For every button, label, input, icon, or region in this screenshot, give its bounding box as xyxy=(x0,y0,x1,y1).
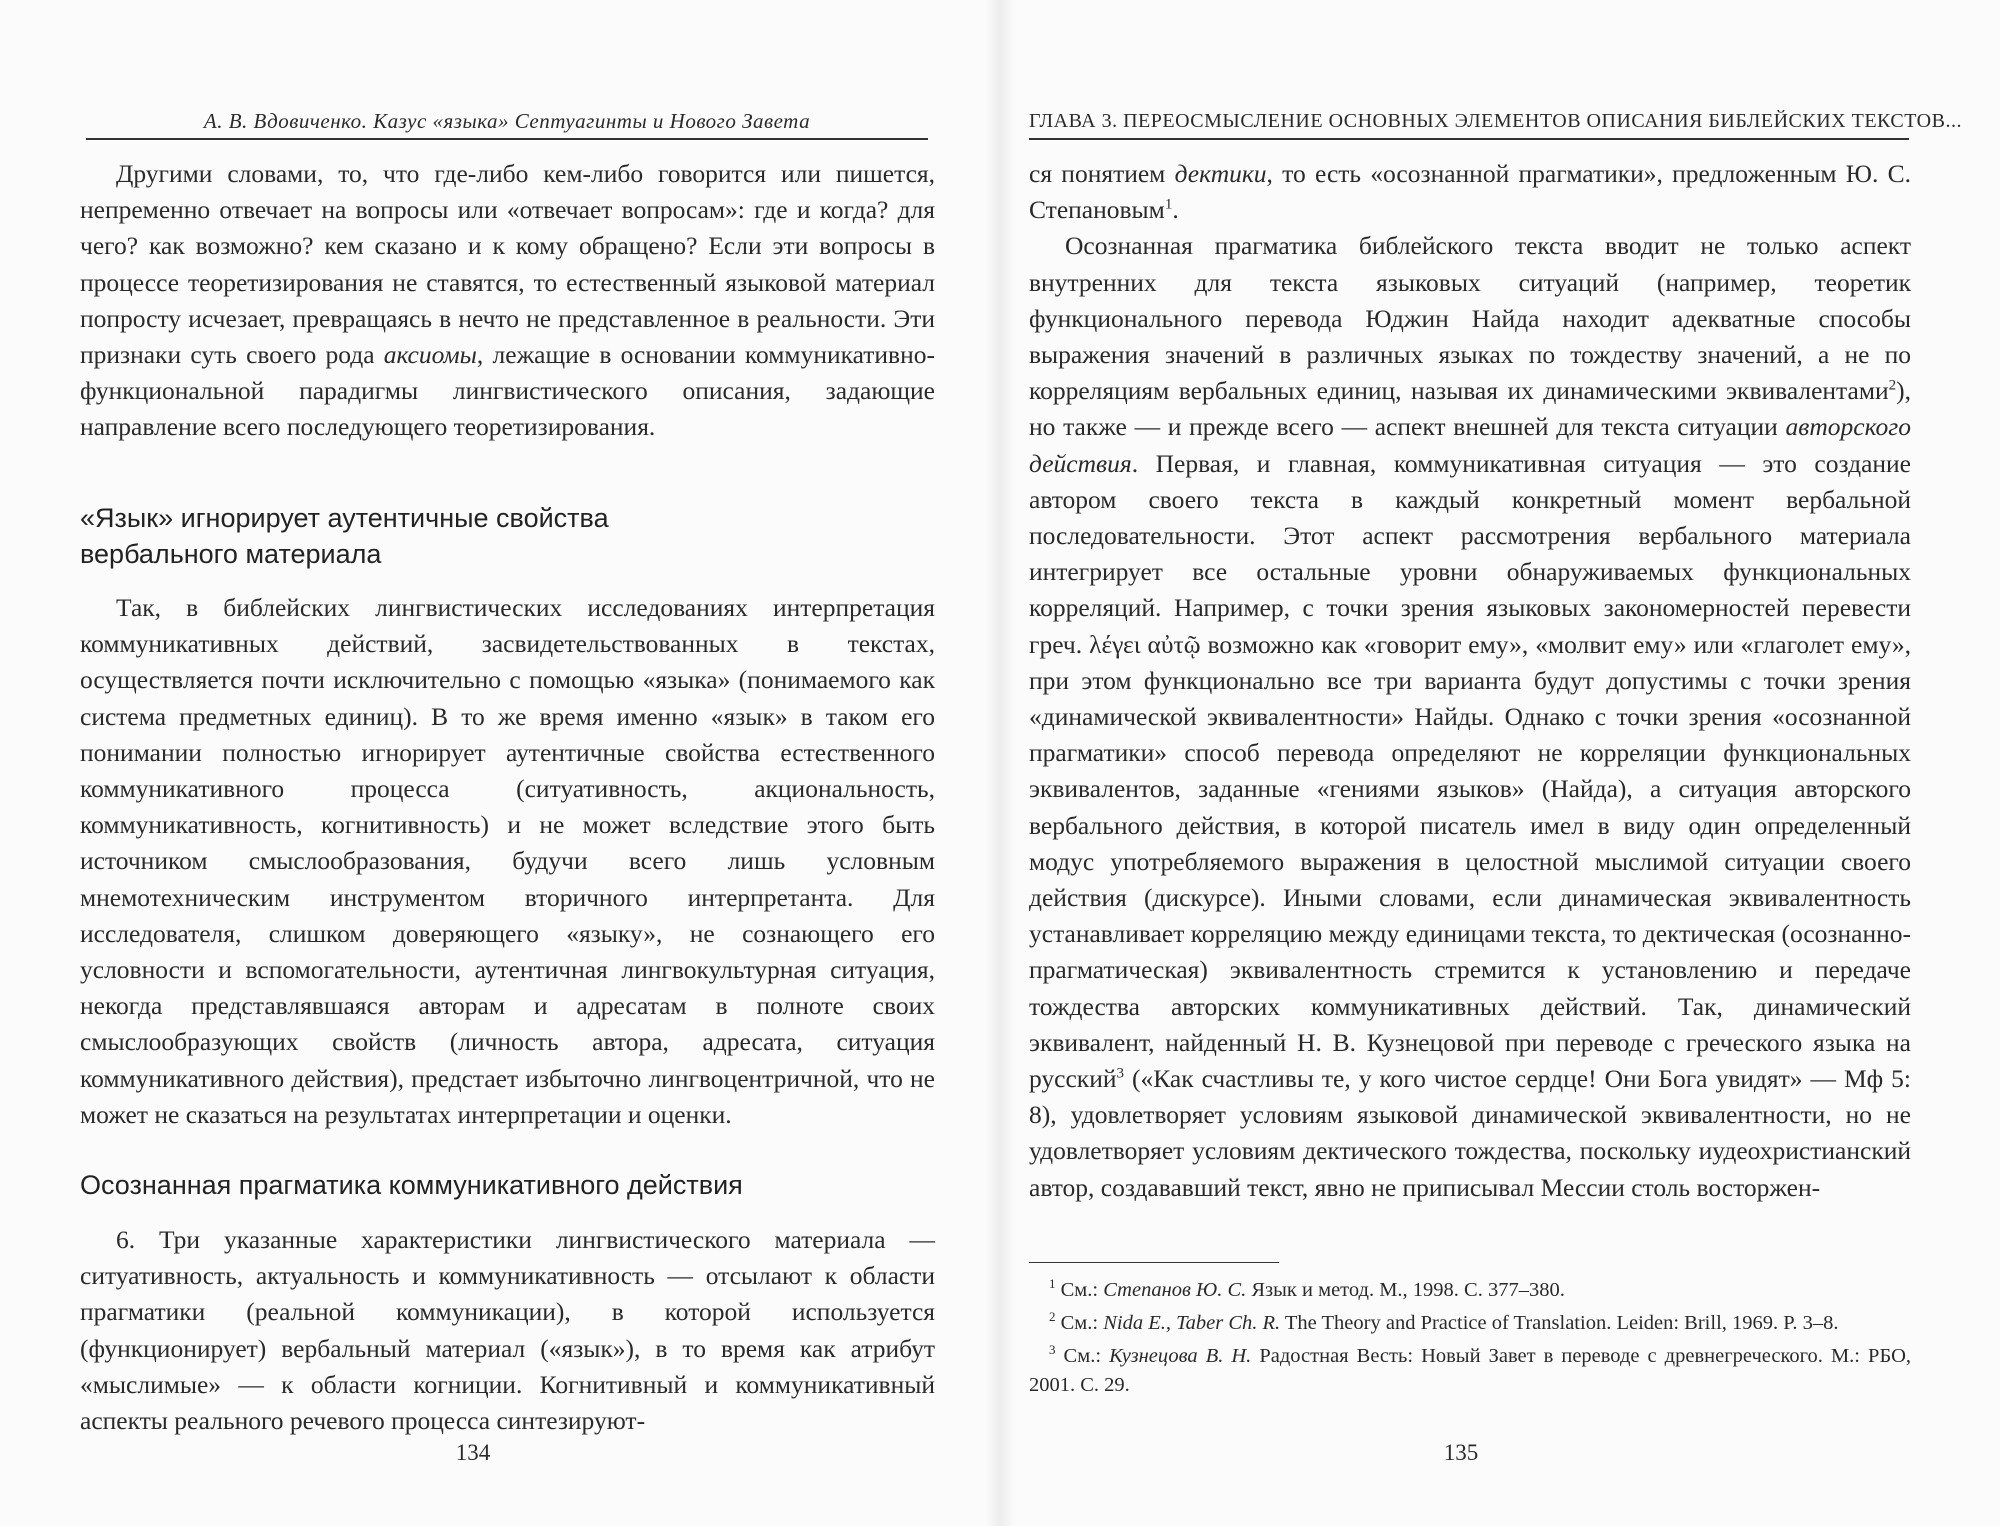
left-text-block-2 xyxy=(80,590,935,1133)
footnote-divider xyxy=(1029,1262,1279,1263)
left-running-head: А. В. Вдовиченко. Казус «языка» Септуагинты и Нового Завета xyxy=(86,104,928,140)
right-page-number: 135 xyxy=(1443,1440,1479,1465)
left-subheading-1 xyxy=(80,500,935,572)
right-page xyxy=(1005,0,2000,1526)
subheading-language-ignores: «Язык» игнорирует аутентичные свойства xyxy=(80,503,609,533)
left-paragraph-1: Другими словами, то, что где-либо кем-либо говорится или пишется, непременно отвечает на вопросы или «отвечает вопросам»: где и когда? для чего? как возможно? кем сказано и к кому обращено? Если эти вопросы в процессе теоретизирования не ставятся, то естественный языковой материал попросту исчезает, превращаясь в нечто не представленное в реальности. Эти признаки суть своего рода аксиомы, лежащие в основании коммуникативно-функциональной парадигмы лингвистического описания, задающие направление всего последующего теоретизирования. xyxy=(80,159,935,442)
right-text-block xyxy=(1029,156,1911,1206)
footnote-ref-1[interactable]: 1 xyxy=(1164,196,1173,213)
subheading-language-ignores-line2: вербального материала xyxy=(80,539,382,569)
footnotes xyxy=(1029,1276,1911,1404)
right-paragraph-2: Осознанная прагматика библейского текста вводит не только аспект внутренних для текста языковых ситуаций (например, теоретик функционального перевода Юджин Найда находит адекватные способы выражения значений в различных языках по тождеству значений, а не по корреляциям вербальных единиц, называя их динамическими эквивалентами$^2$), но также — и прежде всего — аспект внешней для текста ситуации авторского действия. Первая, и главная, коммуникативная ситуация — это создание автором своего текста в каждый конкретный момент вербальной последовательности. Этот аспект рассмотрения вербального материала интегрирует все остальные уровни обнаруживаемых функциональных корреляций. Например, с точки зрения языковых закономерностей перевести греч. λέγει αὐτῷ возможно как «говорит ему», «молвит ему» или «глаголет ему», при этом функционально все три варианта будут допустимы с точки зрения «динамической эквивалентности» Найды. Однако с точки зрения «осознанной прагматики» способ перевода определяют не корреляции функциональных эквивалентов, заданные «гениями языков» (Найда), а ситуация авторского вербального действия, в которой писатель имел в виду один определенный модус употребляемого выражения в целостной мыслимой ситуации своего действия (дискурсе). Иными словами, если динамическая эквивалентность устанавливает корреляцию между единицами текста, то дектическая (осознанно-прагматическая) эквивалентность стремится к установлению и передаче тождества авторских коммуникативных действий. Так, динамический эквивалент, найденный Н. В. Кузнецовой при переводе с греческого языка на русский$^3$ («Как счастливы те, у кого чистое сердце! Они Бога увидят» — Мф 5: 8), удовлетворяет условиям языковой динамической эквивалентности, но не удовлетворяет условиям дектического тождества, поскольку иудеохристианский автор, создававший текст, явно не приписывал Мессии столь восторжен- xyxy=(1029,231,1911,1202)
left-page xyxy=(0,0,995,1526)
left-paragraph-3: 6. Три указанные характеристики лингвистического материала — ситуативность, актуальность и коммуникативность — отсылают к области прагматики (реальной коммуникации), в которой используется (функционирует) вербальный материал («язык»), в то время как атрибут «мыслимые» — к области когниции. Когнитивный и коммуникативный аспекты реального речевого процесса синтезируют- xyxy=(80,1225,935,1436)
footnote-3: $^3$ См.: Кузнецова В. Н. Радостная Весть: Новый Завет в переводе с древнегреческого. М.: РБО, 2001. С. 29. xyxy=(1029,1342,1912,1396)
subheading-conscious-pragmatics: Осознанная прагматика коммуникативного действия xyxy=(80,1170,743,1200)
left-text-block-3 xyxy=(80,1222,935,1439)
left-text-block-1 xyxy=(80,156,935,446)
left-page-number: 134 xyxy=(455,1440,491,1465)
footnote-1: $^1$ См.: Степанов Ю. С. Язык и метод. М., 1998. С. 377–380. xyxy=(1049,1276,1565,1301)
right-running-head: ГЛАВА 3. ПЕРЕОСМЫСЛЕНИЕ ОСНОВНЫХ ЭЛЕМЕНТОВ ОПИСАНИЯ БИБЛЕЙСКИХ ТЕКСТОВ... xyxy=(1029,104,1909,140)
footnote-ref-2[interactable]: 2 xyxy=(1888,377,1897,394)
right-paragraph-1: ся понятием дектики, то есть «осознанной прагматики», предложенным Ю. С. Степановым$^1$. xyxy=(1029,159,1911,225)
left-subheading-2 xyxy=(80,1167,935,1203)
footnote-ref-3[interactable]: 3 xyxy=(1116,1065,1124,1082)
left-paragraph-2: Так, в библейских лингвистических исследованиях интерпретация коммуникативных действий, засвидетельствованных в текстах, осуществляется почти исключительно с помощью «языка» (понимаемого как система предметных единиц). В то же время именно «язык» в таком его понимании полностью игнорирует аутентичные свойства естественного коммуникативного процесса (ситуативность, акциональность, коммуникативность, когнитивность) и не может вследствие этого быть источником смыслообразования, будучи всего лишь условным мнемотехническим инструментом вторичного интерпретанта. Для исследователя, слишком доверяющего «языку», не сознающего его условности и вспомогательности, аутентичная лингвокультурная ситуация, некогда представлявшаяся авторам и адресатам в полноте своих смыслообразующих свойств (личность автора, адресата, ситуация коммуникативного действия), предстает избыточно лингвоцентричной, что не может не сказаться на результатах интерпретации и оценки. xyxy=(80,593,935,1129)
footnote-2: $^2$ См.: Nida E., Taber Ch. R. The Theory and Practice of Translation. Leiden: Brill, 1969. P. 3–8. xyxy=(1049,1309,1839,1334)
